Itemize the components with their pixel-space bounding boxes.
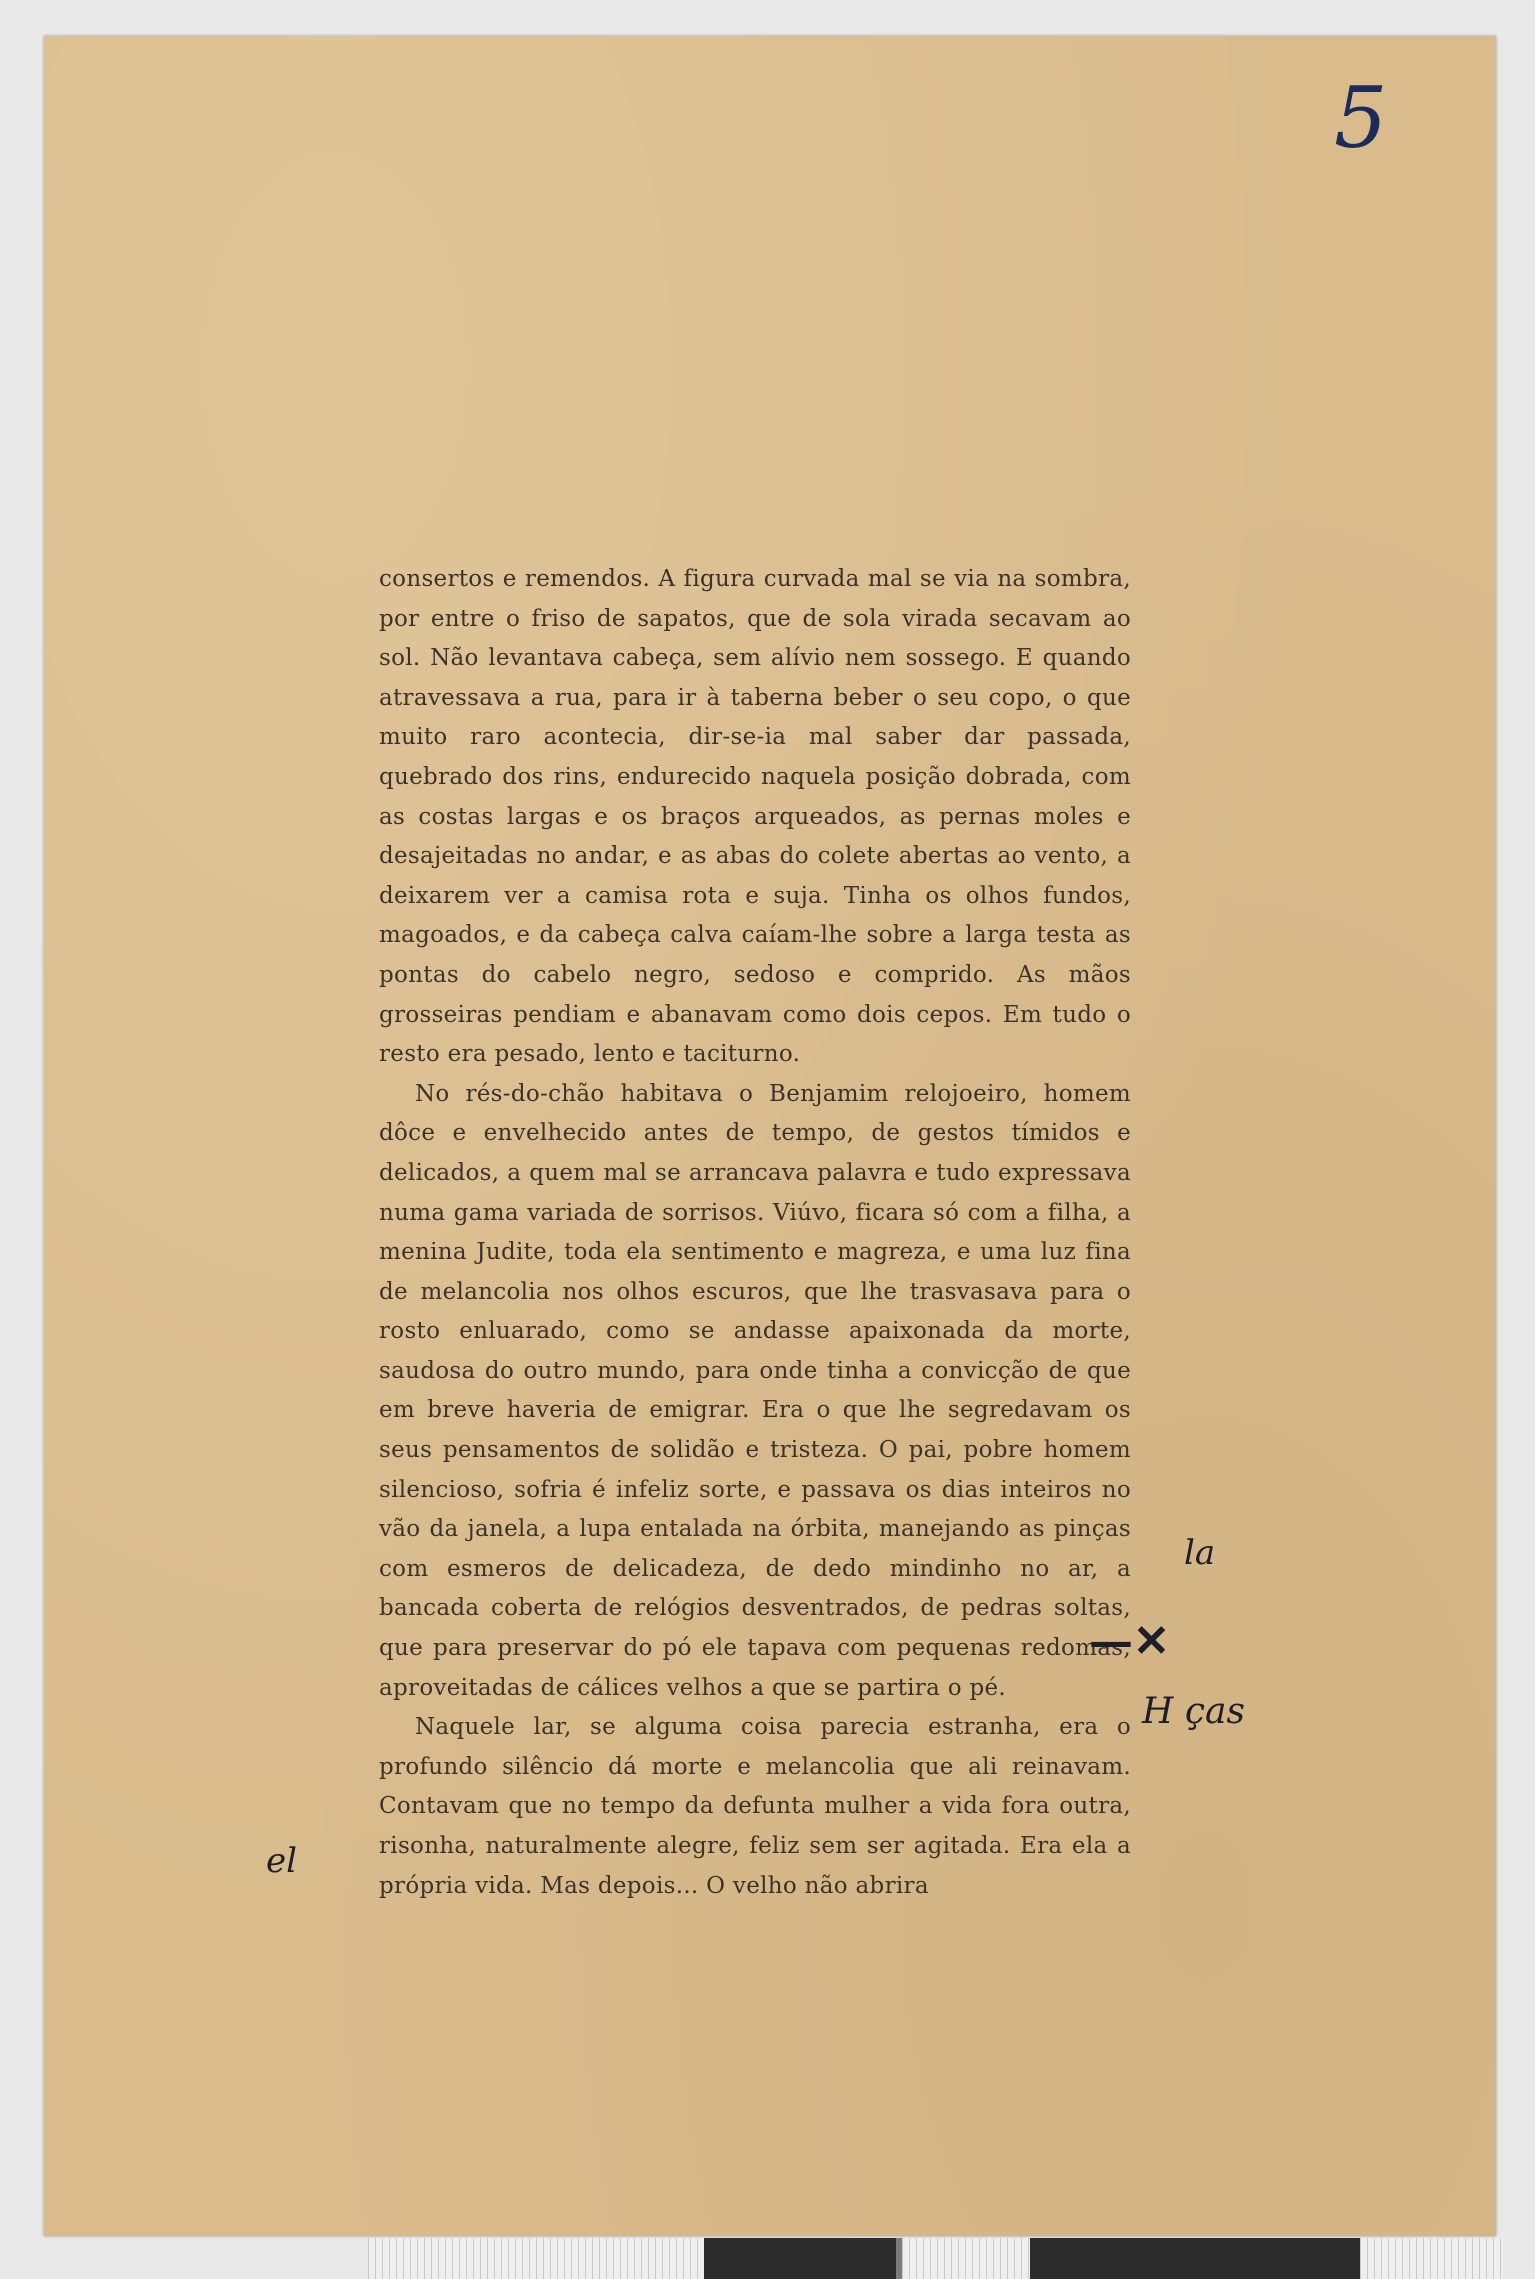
scale-ruler: [368, 2238, 1503, 2279]
margin-note-x: —✕: [1089, 1616, 1170, 1667]
manuscript-page: [44, 36, 1496, 2236]
margin-note-el: el: [266, 1841, 297, 1881]
margin-note-ecas: H ças: [1142, 1691, 1245, 1732]
paragraph-2: No rés-do-chão habitava o Benjamim relojoeiro, homem dôce e envelhecido antes de tempo, de gestos tímidos e delicados, a quem mal se arrancava palavra e tudo expressava numa gama variada de sorrisos. Viúvo, ficara só com a filha, a menina Judite, toda ela sentimento e magreza, e uma luz fina de melancolia nos olhos escuros, que lhe trasvasava para o rosto enluarado, como se andasse apaixonada da morte, saudosa do outro mundo, para onde tinha a convicção de que em breve haveria de emigrar. Era o que lhe segredavam os seus pensamentos de solidão e tristeza. O pai, pobre homem silencioso, sofria é infeliz sorte, e passava os dias inteiros no vão da janela, a lupa entalada na órbita, manejando as pinças com esmeros de delicadeza, de dedo mindinho no ar, a bancada coberta de relógios desventrados, de pedras soltas, que para preservar do pó ele tapava com pequenas redomas, aproveitadas de cálices velhos a que se partira o pé.: [379, 1080, 1131, 1701]
body-text: [379, 560, 1131, 1906]
ruler-light-segment: [902, 2238, 1030, 2279]
ruler-light-segment: [1360, 2238, 1503, 2279]
paragraph-3: Naquele lar, se alguma coisa parecia estranha, era o profundo silêncio dá morte e melancolia que ali reinavam. Contavam que no tempo da defunta mulher a vida fora outra, risonha, naturalmente alegre, feliz sem ser agitada. Era ela a própria vida. Mas depois... O velho não abrira: [379, 1714, 1131, 1899]
paragraph-1: consertos e remendos. A figura curvada mal se via na sombra, por entre o friso de sapatos, que de sola virada secavam ao sol. Não levantava cabeça, sem alívio nem sossego. E quando atravessava a rua, para ir à taberna beber o seu copo, o que muito raro acontecia, dir-se-ia mal saber dar passada, quebrado dos rins, endurecido naquela posição dobrada, com as costas largas e os braços arqueados, as pernas moles e desajeitadas no andar, e as abas do colete abertas ao vento, a deixarem ver a camisa rota e suja. Tinha os olhos fundos, magoados, e da cabeça calva caíam-lhe sobre a larga testa as pontas do cabelo negro, sedoso e comprido. As mãos grosseiras pendiam e abanavam como dois cepos. Em tudo o resto era pesado, lento e taciturno.: [379, 566, 1131, 1068]
margin-note-la: la: [1184, 1533, 1216, 1573]
ruler-dark-segment: [1030, 2238, 1360, 2279]
page-number: 5: [1334, 69, 1388, 167]
ruler-dark-segment: [704, 2238, 896, 2279]
ruler-light-segment: [368, 2238, 704, 2279]
